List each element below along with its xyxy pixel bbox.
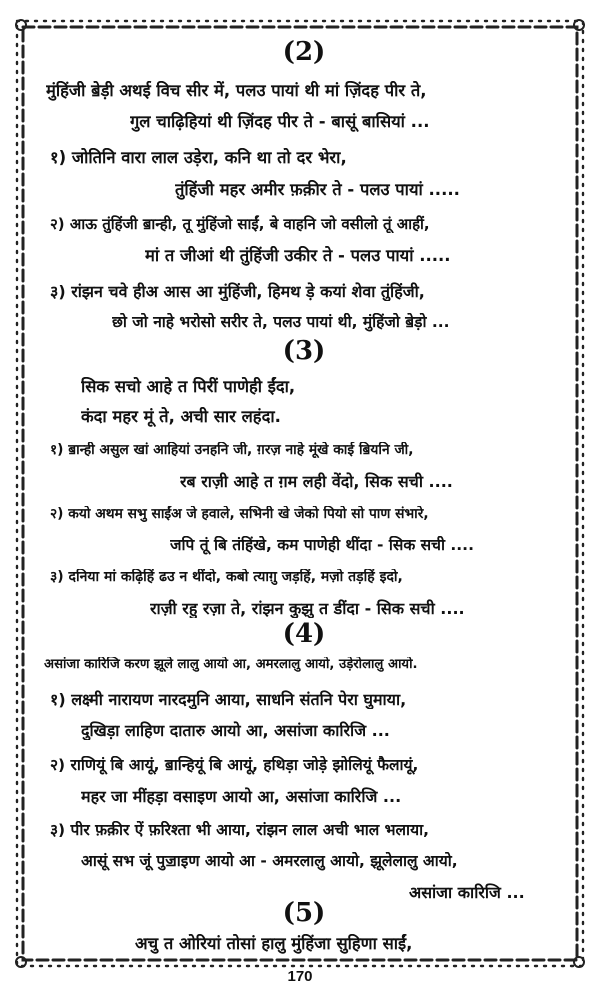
verse-line: २) राणियूं बि आयूं, ॿान्हियूं बि आयूं, हथिड़ा जोड़े झोलियूं फैलायूं, <box>50 756 419 774</box>
section-heading: (3) <box>282 336 326 366</box>
verse-line: २) आऊ तुंहिंजी ॿान्ही, तू मुंहिंजो साईं, बे वाहनि जो वसीलो तूं आहीं, <box>50 215 430 233</box>
verse-line: जपि तूं बि तंहिंखे, कम पाणेही थींदा - सिक सची .... <box>170 536 474 554</box>
page-content <box>38 0 570 1002</box>
verse-line: मुंहिंजी ॿेड़ी अथई विच सीर में, पलउ पायां थी मां ज़िंदह पीर ते, <box>46 81 427 100</box>
verse-line: महर जा मींहड़ा वसाइण आयो आ, असांजा कारिजि ... <box>81 787 402 806</box>
page-number: 170 <box>287 968 313 985</box>
verse-line: असांजा कारिजि करण झूले लालु आयो आ, अमरलालु आयो, उडे़रोलालु आयो. <box>44 657 418 672</box>
section-heading: (2) <box>282 37 326 67</box>
verse-line: सिक सचो आहे त पिरीं पाणेही ईंदा, <box>81 377 296 396</box>
verse-line: दुखिड़ा लाहिण दातारु आयो आ, असांजा कारिजि ... <box>81 721 390 740</box>
verse-line: असांजा कारिजि ... <box>409 883 525 902</box>
verse-line: ३) पीर फ़क़ीर ऐं फ़रिश्ता भी आया, रांझन लाल अची भाल भलाया, <box>50 821 429 839</box>
verse-line: रब राज़ी आहे त ग़म लही वेंदो, सिक सची .... <box>180 472 453 491</box>
verse-line: १) ॿान्ही असुल खां आहियां उनहनि जी, ग़रज़ नाहे मूंखे काई ॿियनि जी, <box>50 442 414 458</box>
verse-line: ३) दनिया मां कढ़िहिं ढउ न थींदो, कबो त्याग़ु जड़हिं, मज़ो तड़हिं इदो, <box>50 569 403 585</box>
verse-line: आसूं सभ जूं पुॼाइण आयो आ - अमरलालु आयो, झूलेलालु आयो, <box>81 852 458 870</box>
verse-line: तुंहिंजी महर अमीर फ़क़ीर ते - पलउ पायां ..... <box>175 180 460 199</box>
verse-line: गुल चाढ़िहियां थी ज़िंदह पीर ते - बासूं बासियां ... <box>130 112 430 131</box>
verse-line: १) जोतिनि वारा लाल उडे़रा, कनि था तो दर भेरा, <box>50 148 347 167</box>
verse-line: कंदा महर मूं ते, अची सार लहंदा. <box>81 407 281 426</box>
verse-line: छो जो नाहे भरोसो सरीर ते, पलउ पायां थी, मुंहिंजो ॿेड़ो ... <box>112 313 450 331</box>
verse-line: २) कयो अथम सभु साईंअ जे हवाले, सभिनी खे जेको पियो सो पाण संभारे, <box>50 506 429 522</box>
verse-line: मां त जीआं थी तुंहिंजी उकीर ते - पलउ पायां ..... <box>145 246 451 265</box>
section-heading: (4) <box>282 619 326 649</box>
verse-line: ३) रांझन चवे हीअ आस आ मुंहिंजी, हिमथ डे़ कयां शेवा तुंहिंजी, <box>50 282 425 301</box>
verse-line: अचु त ओरियां तोसां हालु मुंहिंजा सुहिणा साईं, <box>135 934 413 953</box>
verse-line: राज़ी रहु रज़ा ते, रांझन कुझु त डींदा - सिक सची .... <box>150 599 465 618</box>
verse-line: १) लक्ष्मी नारायण नारदमुनि आया, साधनि संतनि पेरा घुमाया, <box>50 690 407 709</box>
section-heading: (5) <box>282 898 326 928</box>
